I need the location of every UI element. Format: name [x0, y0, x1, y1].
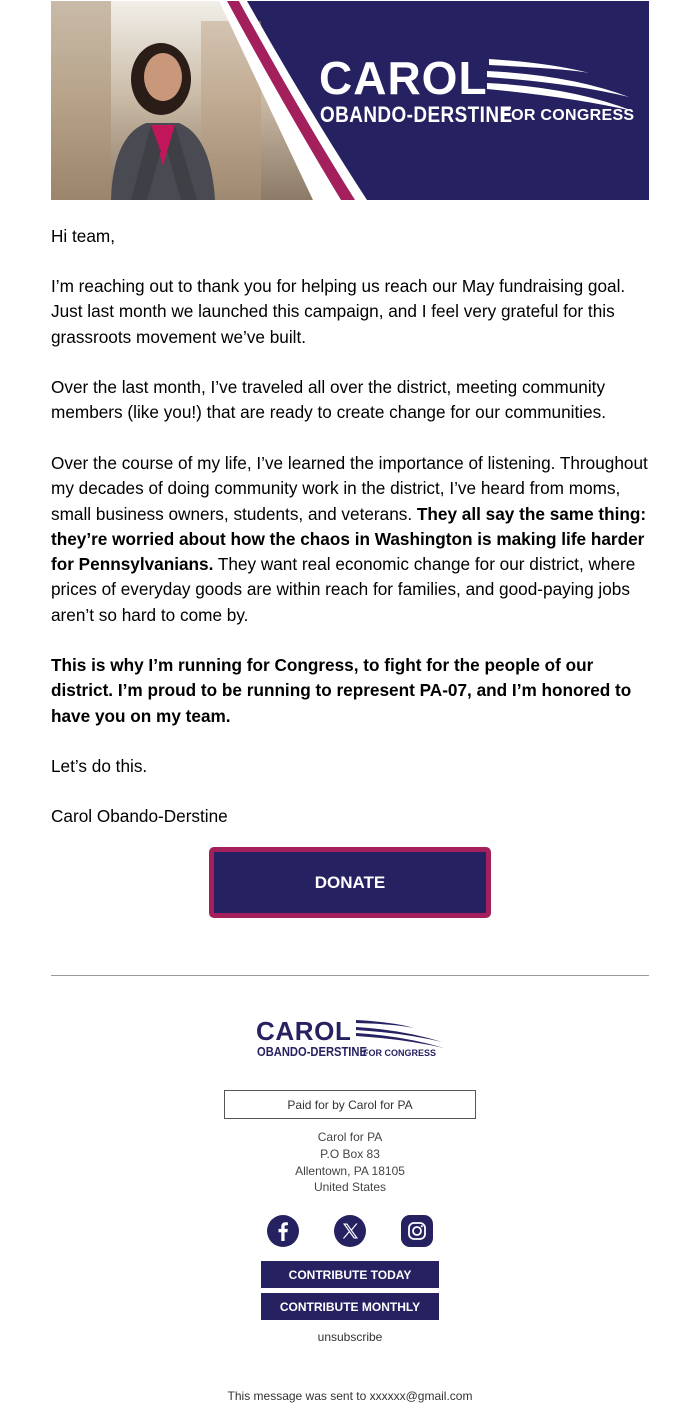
- listening-bold: They all say the same thing: they’re worried about how the chaos in Washington is making life harder for Pennsylvanians.: [51, 503, 647, 575]
- footer-logo-name: OBANDO-DERSTINE: [257, 1044, 367, 1059]
- header-banner: [51, 1, 649, 200]
- paragraph-running: [51, 653, 651, 729]
- address-line: Allentown, PA 18105: [295, 1163, 405, 1178]
- paragraph-listening: [51, 451, 651, 628]
- instagram-icon[interactable]: [401, 1215, 433, 1247]
- sent-to-notice: This message was sent to xxxxxx@gmail.com: [227, 1389, 473, 1403]
- address-line: United States: [313, 1180, 387, 1195]
- running-bold: This is why I’m running for Congress, to fight for the people of our district. I’m proud to be running to represent PA-07, and I’m honored to have you on my team.: [51, 655, 632, 726]
- address-line: P.O Box 83: [320, 1146, 380, 1161]
- paid-for-box: Paid for by Carol for PA: [224, 1090, 476, 1119]
- footer-logo-carol: CAROL: [256, 1016, 352, 1046]
- paragraph-thanks: I’m reaching out to thank you for helping us reach our May fundraising goal. Just last month we launched this campaign, and I feel very grateful for this grassroots movement we’ve built.: [51, 276, 626, 347]
- banner-logo-name: OBANDO-DERSTINE: [320, 102, 513, 127]
- listening-text-end: They want real economic change for our district, where prices of everyday goods are within reach for families, and good-paying jobs aren’t so hard to come by.: [51, 554, 636, 625]
- facebook-icon[interactable]: [267, 1215, 299, 1247]
- banner-logo-carol: CAROL: [319, 52, 488, 104]
- closing-line: Let’s do this.: [51, 756, 148, 776]
- footer-logo-for-congress: FOR CONGRESS: [363, 1048, 437, 1058]
- banner-logo-for-congress: FOR CONGRESS: [501, 107, 635, 124]
- footer-logo-flag: [354, 1018, 446, 1048]
- divider: [51, 975, 649, 976]
- signature: Carol Obando-Derstine: [51, 806, 228, 826]
- greeting: Hi team,: [51, 226, 115, 246]
- contribute-today-button[interactable]: CONTRIBUTE TODAY: [261, 1261, 439, 1288]
- mailing-address: [200, 1129, 500, 1196]
- contribute-monthly-button[interactable]: CONTRIBUTE MONTHLY: [261, 1293, 439, 1320]
- footer-logo: [256, 1016, 446, 1064]
- unsubscribe-link[interactable]: unsubscribe: [317, 1330, 383, 1344]
- address-line: Carol for PA: [317, 1130, 383, 1144]
- donate-button[interactable]: DONATE: [209, 847, 491, 918]
- listening-text: Over the course of my life, I’ve learned the importance of listening. Throughout my decades of doing community work in the district, I’ve heard from moms, small business owners, students, and veterans.: [51, 453, 648, 524]
- x-icon[interactable]: [334, 1215, 366, 1247]
- paragraph-travel: Over the last month, I’ve traveled all over the district, meeting community members (like you!) that are ready to create change for our communities.: [51, 377, 607, 423]
